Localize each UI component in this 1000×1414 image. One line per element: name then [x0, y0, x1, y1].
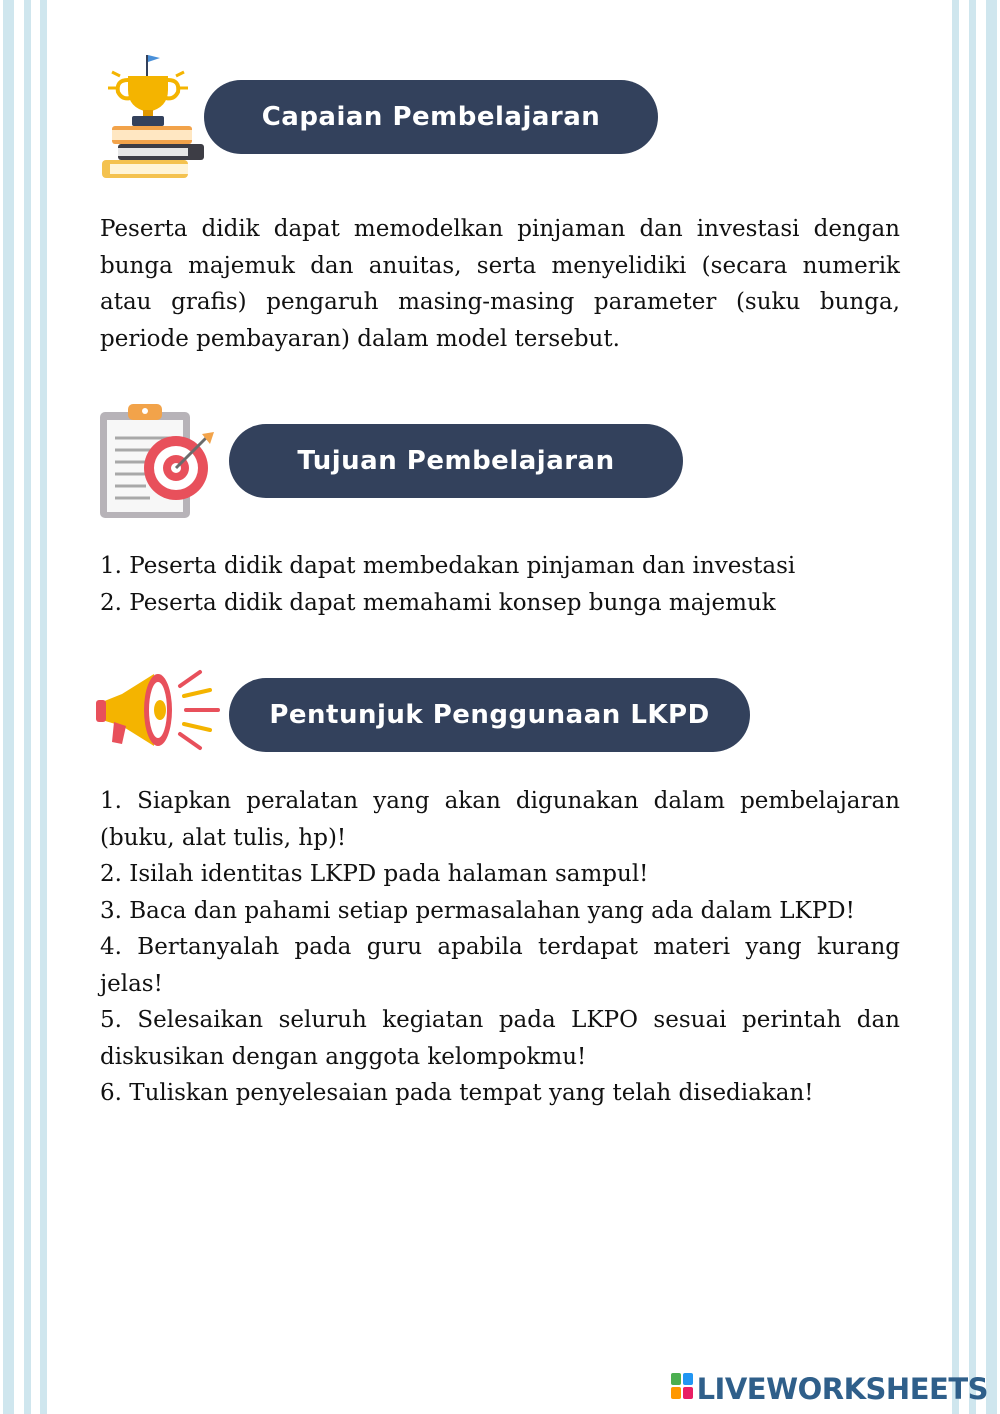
left-stripe-2 — [24, 0, 31, 1414]
petunjuk-list — [100, 783, 900, 1112]
petunjuk-item: 5. Selesaikan seluruh kegiatan pada LKPO sesuai perintah dan diskusikan dengan anggota kelompokmu! — [100, 1007, 900, 1070]
clipboard-target-icon — [98, 402, 216, 522]
petunjuk-item: 1. Siapkan peralatan yang akan digunakan dalam pembelajaran (buku, alat tulis, hp)! — [100, 788, 900, 851]
brand-text: LIVEWORKSHEETS — [696, 1372, 988, 1406]
tujuan-title-pill: Tujuan Pembelajaran — [229, 424, 683, 498]
trophy-books-icon — [98, 50, 210, 185]
right-stripe-2 — [969, 0, 976, 1414]
liveworksheets-logo-icon — [671, 1372, 693, 1406]
left-stripe-3 — [40, 0, 47, 1414]
megaphone-icon — [92, 664, 224, 754]
left-stripe-1 — [3, 0, 14, 1414]
petunjuk-title-pill: Pentunjuk Penggunaan LKPD — [229, 678, 750, 752]
petunjuk-item: 3. Baca dan pahami setiap permasalahan yang ada dalam LKPD! — [100, 897, 855, 924]
capaian-text: Peserta didik dapat memodelkan pinjaman dan investasi dengan bunga majemuk dan anuitas, serta menyelidiki (secara numerik atau grafis) pengaruh masing-masing parameter (suku bunga, periode pembayaran) dalam model tersebut. — [100, 216, 900, 352]
right-stripe-3 — [986, 0, 997, 1414]
capaian-title-pill: Capaian Pembelajaran — [204, 80, 658, 154]
petunjuk-item: 2. Isilah identitas LKPD pada halaman sampul! — [100, 861, 649, 887]
tujuan-item: 1. Peserta didik dapat membedakan pinjaman dan investasi — [100, 553, 796, 579]
tujuan-list — [100, 548, 900, 621]
tujuan-item: 2. Peserta didik dapat memahami konsep bunga majemuk — [100, 589, 776, 616]
right-stripe-1 — [952, 0, 959, 1414]
liveworksheets-brand[interactable] — [671, 1372, 988, 1406]
petunjuk-item: 4. Bertanyalah pada guru apabila terdapat materi yang kurang jelas! — [100, 934, 900, 997]
petunjuk-item: 6. Tuliskan penyelesaian pada tempat yang telah disediakan! — [100, 1080, 814, 1106]
